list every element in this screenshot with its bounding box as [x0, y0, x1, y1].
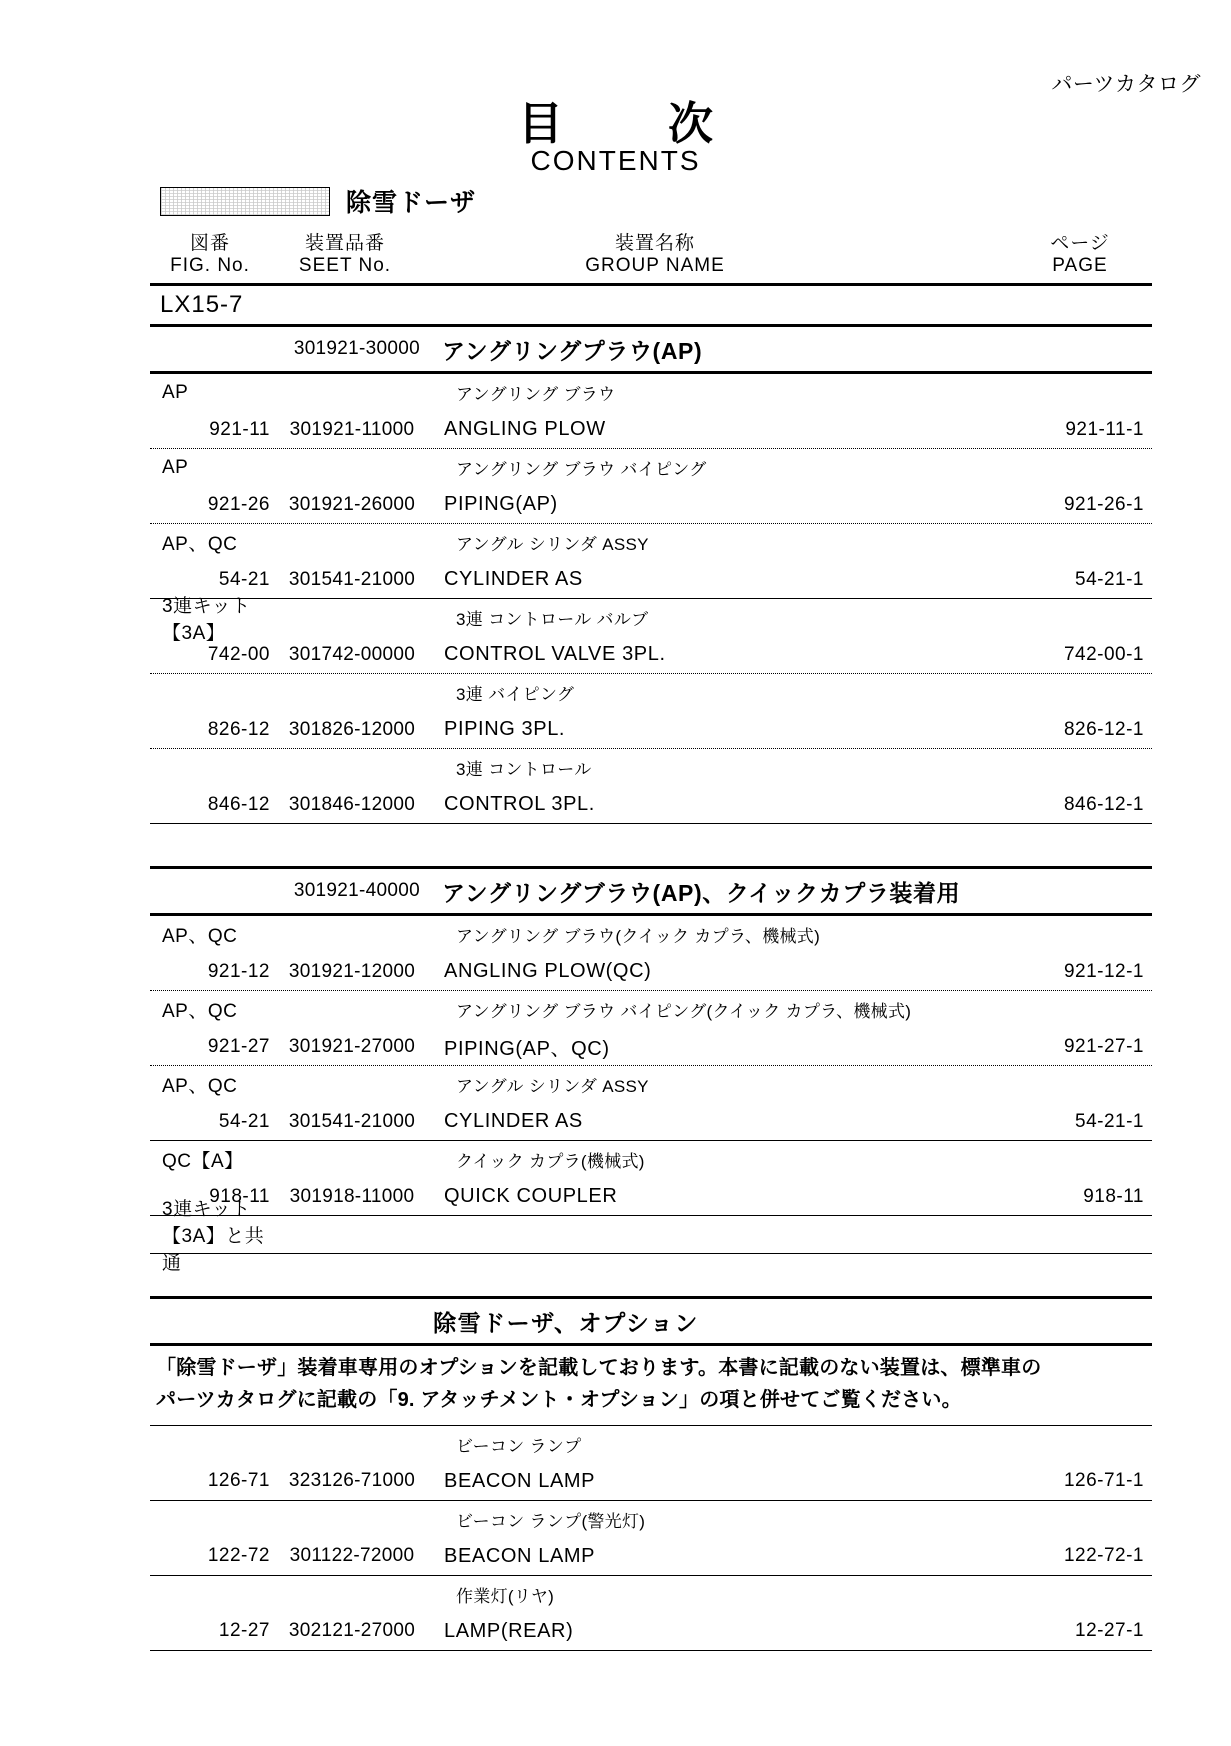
table-row[interactable] [150, 595, 1152, 644]
table-row[interactable] [150, 1103, 1152, 1140]
options-note-line-2: パーツカタログに記載の「9. アタッチメント・オプション」の項と併せてご覧ください。 [156, 1389, 962, 1412]
cell-fig-no: 921-26 [207, 493, 270, 515]
options-note [150, 1346, 1152, 1425]
cell-fig-no: 921-11 [209, 418, 270, 440]
table-row[interactable] [150, 1199, 1152, 1274]
cell-fig-no: 918-11 [209, 1185, 270, 1207]
cell-page-no: 12-27-1 [1075, 1620, 1144, 1642]
document-title-english: CONTENTS [530, 145, 701, 177]
cell-group-name: CYLINDER AS [444, 568, 583, 590]
cell-page-no: 846-12-1 [1063, 793, 1144, 815]
cell-page-no: 921-12-1 [1063, 960, 1144, 982]
cell-fig-no: AP、QC [162, 534, 238, 555]
cell-sheet-no: 301918-11000 [289, 1185, 415, 1207]
cell-sheet-no: 301921-27000 [288, 1035, 416, 1057]
cell-group-name: アングリング ブラウ [456, 385, 616, 404]
cell-group-name: 3連 コントロール バルブ [456, 610, 649, 629]
column-headers-english [150, 255, 1150, 277]
col-header-sheet-jp: 装置品番 [304, 233, 385, 254]
cell-group-name: クイック カプラ(機械式) [456, 1152, 645, 1171]
cell-sheet-no: 323126-71000 [288, 1470, 416, 1492]
options-rule-end [150, 1650, 1152, 1651]
cell-group-name: ANGLING PLOW(QC) [444, 960, 652, 982]
table-row[interactable] [150, 673, 1152, 711]
cell-fig-no: AP、QC [162, 1076, 238, 1097]
machine-code-box [160, 187, 330, 216]
table-row[interactable] [150, 411, 1152, 448]
cell-fig-no: 846-12 [207, 793, 270, 815]
cell-fig-no: 921-12 [207, 960, 270, 982]
table-row[interactable] [150, 990, 1152, 1028]
cell-group-name: PIPING(AP) [444, 493, 558, 515]
cell-page-no: 54-21-1 [1075, 1110, 1144, 1132]
cell-group-name: 作業灯(リヤ) [456, 1586, 555, 1606]
cell-sheet-no: 301921-12000 [288, 960, 416, 982]
cell-page-no: 742-00-1 [1063, 643, 1144, 665]
cell-group-name: PIPING(AP、QC) [444, 1038, 610, 1060]
section-sheet-no: 301921-30000 [293, 338, 420, 359]
cell-fig-no: AP [162, 456, 189, 478]
cell-page-no: 921-11-1 [1065, 418, 1144, 440]
col-header-fig-en: FIG. No. [170, 255, 250, 276]
options-banner: 除雪ドーザ、オプション [433, 1309, 699, 1336]
machine-name-label: 除雪ドーザ [346, 189, 477, 217]
table-row[interactable] [150, 711, 1152, 748]
table-row[interactable] [150, 636, 1152, 673]
table-row[interactable] [150, 786, 1152, 823]
table-row[interactable] [150, 1178, 1152, 1215]
cell-fig-no: 54-21 [218, 1110, 270, 1132]
col-header-page-jp: ページ [1050, 233, 1110, 254]
cell-fig-no: 3連キット【3A】と共通 [162, 1199, 265, 1274]
table-row[interactable] [150, 1028, 1152, 1065]
cell-fig-no: 742-00 [207, 643, 270, 665]
section-group-name: アングリングブラウ(AP)、クイックカプラ装着用 [442, 879, 961, 906]
cell-page-no: 826-12-1 [1063, 718, 1144, 740]
table-row[interactable] [150, 1140, 1152, 1178]
document-title [0, 100, 1231, 177]
table-row[interactable] [150, 916, 1152, 953]
cell-fig-no: 921-27 [207, 1035, 270, 1057]
cell-fig-no: AP、QC [162, 1001, 238, 1022]
cell-group-name: 3連 バイピング [456, 685, 575, 704]
cell-page-no: 126-71-1 [1063, 1470, 1144, 1492]
section-group-name: アングリングプラウ(AP) [442, 337, 703, 364]
table-row[interactable] [150, 374, 1152, 411]
cell-group-name: QUICK COUPLER [444, 1185, 618, 1207]
table-row[interactable] [150, 448, 1152, 486]
section-header-row[interactable] [150, 327, 1152, 371]
cell-group-name: BEACON LAMP [444, 1469, 596, 1492]
document-title-japanese: 目 次 [517, 98, 743, 149]
options-note-line-1: 「除雪ドーザ」装着車専用のオプションを記載しております。本書に記載のない装置は、標準車の [156, 1357, 1042, 1379]
table-row[interactable] [150, 1538, 1152, 1575]
col-header-fig-jp: 図番 [189, 233, 230, 254]
col-header-name-en: GROUP NAME [585, 255, 725, 276]
cell-group-name: ビーコン ランプ [456, 1436, 582, 1456]
section-spacer [150, 1254, 1152, 1296]
cell-fig-no: 122-72 [207, 1545, 270, 1567]
cell-fig-no: AP、QC [162, 926, 238, 947]
table-row[interactable] [150, 1500, 1152, 1538]
table-row[interactable] [150, 953, 1152, 990]
cell-sheet-no: 302121-27000 [288, 1620, 416, 1642]
cell-sheet-no: 301846-12000 [288, 793, 416, 815]
cell-group-name: アングリング ブラウ バイピング(クイック カプラ、機械式) [456, 1002, 912, 1021]
cell-group-name: ANGLING PLOW [444, 418, 606, 440]
cell-page-no: 921-27-1 [1063, 1035, 1144, 1057]
cell-group-name: LAMP(REAR) [444, 1619, 574, 1642]
col-header-page-en: PAGE [1052, 255, 1108, 276]
cell-fig-no: 3連キット【3A】 [162, 595, 251, 644]
cell-sheet-no: 301921-26000 [288, 493, 416, 515]
table-row[interactable] [150, 486, 1152, 523]
cell-group-name: BEACON LAMP [444, 1544, 596, 1567]
table-row[interactable] [150, 1426, 1152, 1463]
cell-group-name: PIPING 3PL. [444, 718, 566, 740]
cell-group-name: ビーコン ランプ(警光灯) [456, 1511, 646, 1531]
contents-table [150, 283, 1152, 1651]
cell-group-name: CONTROL VALVE 3PL. [444, 643, 666, 665]
cell-sheet-no: 301826-12000 [288, 718, 416, 740]
col-header-sheet-en: SEET No. [298, 255, 392, 276]
cell-fig-no: QC【A】 [162, 1151, 244, 1172]
section-spacer [150, 824, 1152, 866]
cell-page-no: 921-26-1 [1063, 493, 1144, 515]
cell-group-name: 3連 コントロール [456, 760, 592, 779]
section-header-row[interactable] [150, 869, 1152, 913]
table-row[interactable] [150, 1065, 1152, 1103]
table-row[interactable] [150, 1613, 1152, 1650]
column-headers-japanese [150, 228, 1150, 255]
cell-sheet-no: 301541-21000 [288, 1110, 416, 1132]
cell-group-name: アングル シリンダ ASSY [456, 1077, 649, 1096]
cell-sheet-no: 301742-00000 [288, 643, 416, 665]
cell-sheet-no: 301921-11000 [289, 418, 415, 440]
machine-label-row [160, 183, 476, 219]
cell-fig-no: 126-71 [207, 1470, 270, 1492]
table-row[interactable] [150, 523, 1152, 561]
table-row[interactable] [150, 1463, 1152, 1500]
table-row[interactable] [150, 1575, 1152, 1613]
table-row[interactable] [150, 561, 1152, 598]
cell-fig-no: 54-21 [218, 568, 270, 590]
cell-group-name: アングル シリンダ ASSY [456, 535, 649, 554]
cell-group-name: アングリング ブラウ(クイック カプラ、機械式) [456, 927, 821, 946]
table-row[interactable] [150, 748, 1152, 786]
cell-page-no: 54-21-1 [1075, 568, 1144, 590]
cell-page-no: 122-72-1 [1063, 1545, 1144, 1567]
section-sheet-no: 301921-40000 [293, 880, 420, 901]
cell-page-no: 918-11 [1083, 1185, 1144, 1207]
model-name-row: LX15-7 [160, 291, 244, 318]
cell-group-name: アングリング ブラウ バイピング [456, 460, 707, 479]
cell-sheet-no: 301541-21000 [288, 568, 416, 590]
cell-fig-no: 12-27 [218, 1620, 270, 1642]
col-header-name-jp: 装置名称 [614, 233, 695, 254]
catalog-kind-label: パーツカタログ [1051, 73, 1201, 96]
cell-group-name: CONTROL 3PL. [444, 793, 595, 815]
cell-sheet-no: 301122-72000 [289, 1545, 415, 1567]
cell-fig-no: 826-12 [207, 718, 270, 740]
cell-group-name: CYLINDER AS [444, 1110, 583, 1132]
cell-fig-no: AP [162, 381, 189, 403]
